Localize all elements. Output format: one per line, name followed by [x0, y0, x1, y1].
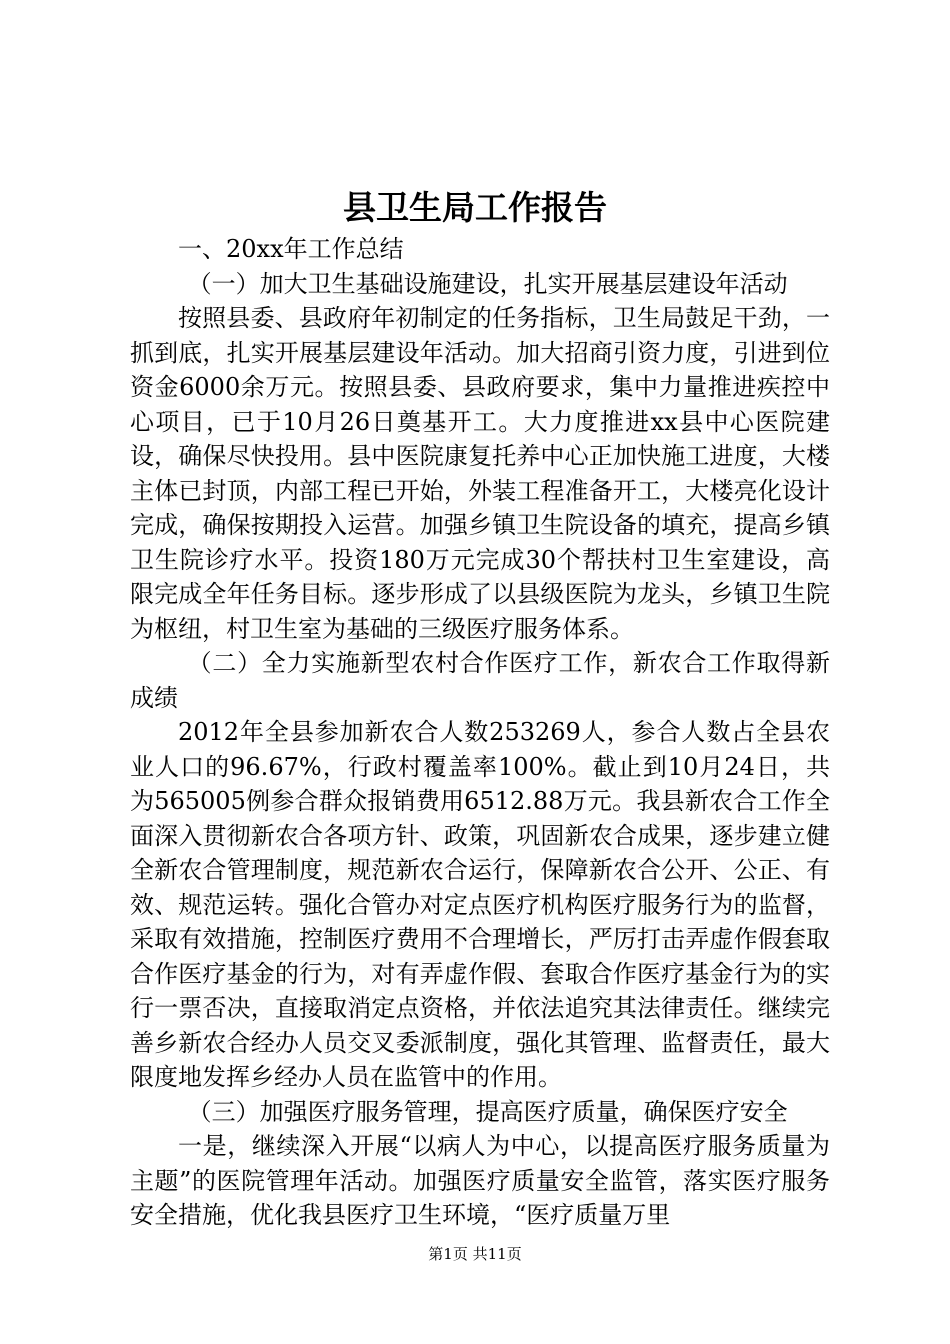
subsection-heading-2: （二）全力实施新型农村合作医疗工作，新农合工作取得新成绩 [130, 649, 830, 712]
section-heading-summary: 一、20xx年工作总结 [178, 235, 404, 263]
document-title: 县卫生局工作报告 [343, 188, 607, 227]
page-number-footer: 第1页 共11页 [428, 1245, 522, 1263]
paragraph-medical-service: 一是，继续深入开展“以病人为中心，以提高医疗服务质量为主题”的医院管理年活动。加强医疗质量安全监管，落实医疗服务安全措施，优化我县医疗卫生环境，“医疗质量万里 [130, 1132, 830, 1229]
paragraph-infrastructure: 按照县委、县政府年初制定的任务指标，卫生局鼓足干劲，一抓到底，扎实开展基层建设年活动。加大招商引资力度，引进到位资金6000余万元。按照县委、县政府要求，集中力量推进疾控中心项目，已于10月26日奠基开工。大力度推进xx县中心医院建设，确保尽快投用。县中医院康复托养中心正加快施工进度，大楼主体已封顶，内部工程已开始，外装工程准备开工，大楼亮化设计完成，确保按期投入运营。加强乡镇卫生院设备的填充，提高乡镇卫生院诊疗水平。投资180万元完成30个帮扶村卫生室建设，高限完成全年任务目标。逐步形成了以县级医院为龙头，乡镇卫生院为枢纽，村卫生室为基础的三级医疗服务体系。 [130, 304, 830, 643]
paragraph-rural-cooperative-medical: 2012年全县参加新农合人数253269人，参合人数占全县农业人口的96.67%，行政村覆盖率100%。截止到10月24日，共为565005例参合群众报销费用6512.88万元。我县新农合工作全面深入贯彻新农合各项方针、政策，巩固新农合成果，逐步建立健全新农合管理制度，规范新农合运行，保障新农合公开、公正、有效、规范运转。强化合管办对定点医疗机构医疗服务行为的监督，采取有效措施，控制医疗费用不合理增长，严厉打击弄虚作假套取合作医疗基金的行为，对有弄虚作假、套取合作医疗基金行为的实行一票否决，直接取消定点资格，并依法追究其法律责任。继续完善乡新农合经办人员交叉委派制度，强化其管理、监督责任，最大限度地发挥乡经办人员在监管中的作用。 [130, 718, 830, 1091]
subsection-heading-3: （三）加强医疗服务管理，提高医疗质量，确保医疗安全 [187, 1097, 788, 1126]
document-body [130, 232, 830, 1233]
subsection-heading-1: （一）加大卫生基础设施建设，扎实开展基层建设年活动 [187, 269, 788, 298]
